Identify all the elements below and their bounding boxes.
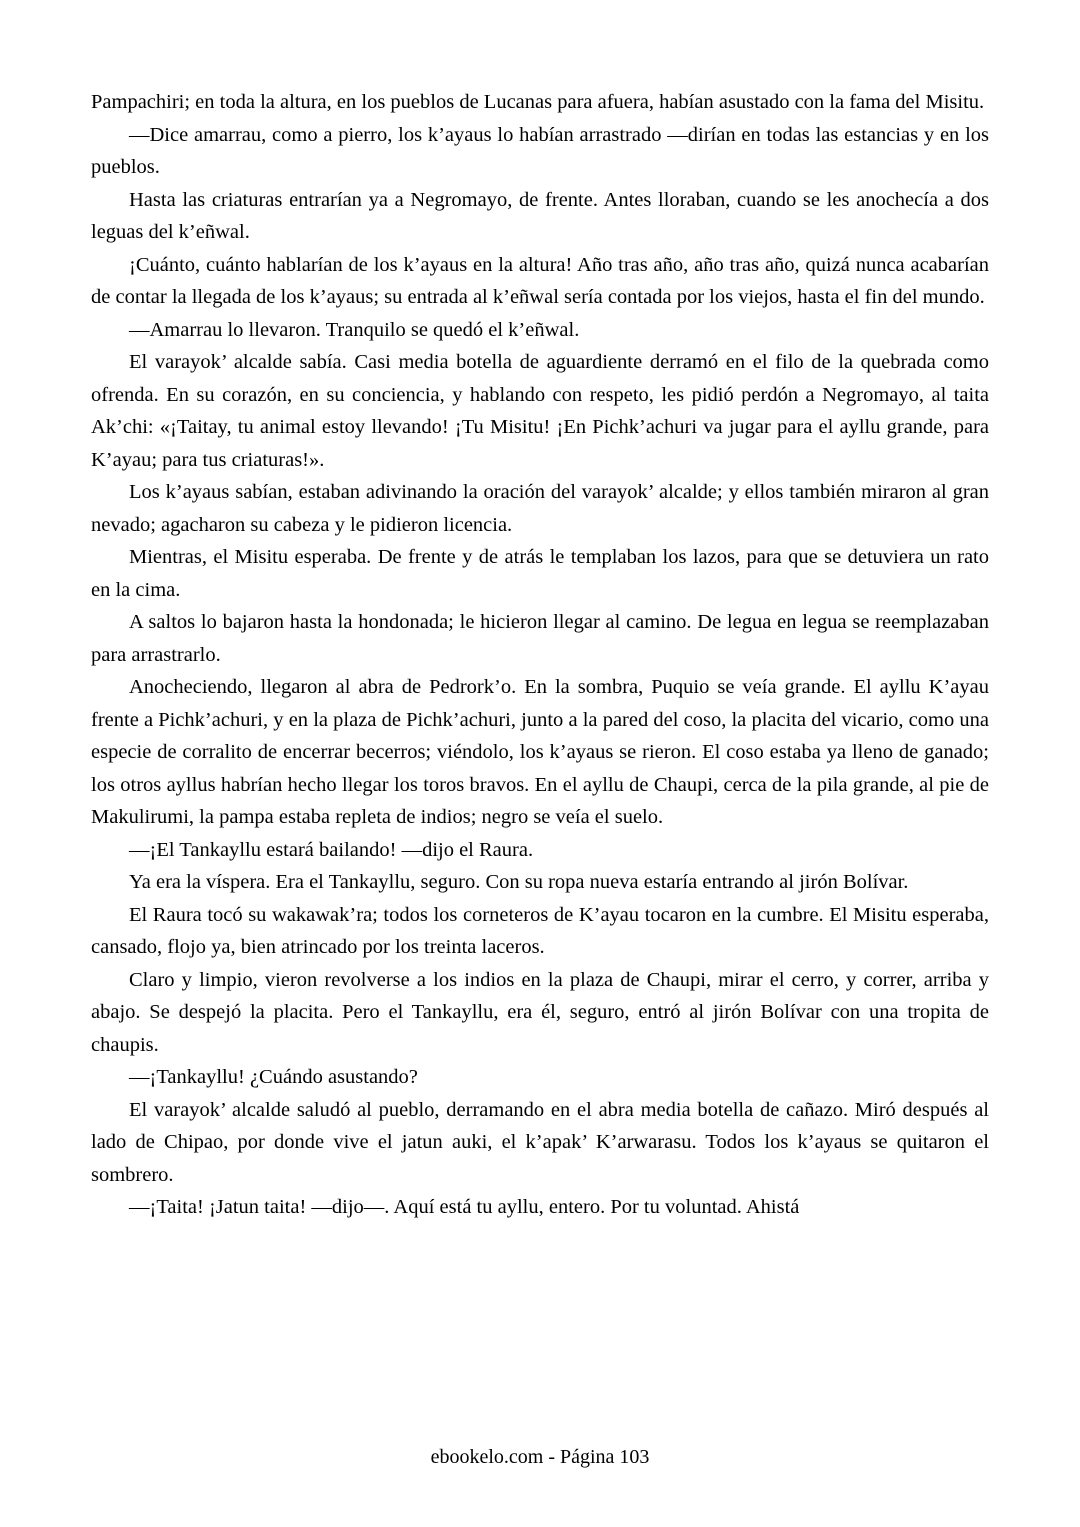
page-text [91, 86, 989, 1224]
paragraph: Ya era la víspera. Era el Tankayllu, seguro. Con su ropa nueva estaría entrando al jirón Bolívar. [129, 871, 909, 893]
paragraph: El varayok’ alcalde saludó al pueblo, derramando en el abra media botella de cañazo. Miró después al lado de Chipao, por donde vive el jatun auki, el k’apak’ K’arwarasu. Todos los k’ayaus se quitaron el sombrero. [91, 1098, 989, 1186]
paragraph: —¡Taita! ¡Jatun taita! —dijo—. Aquí está tu ayllu, entero. Por tu voluntad. Ahistá [129, 1196, 800, 1218]
paragraph: Anocheciendo, llegaron al abra de Pedrork’o. En la sombra, Puquio se veía grande. El ayllu K’ayau frente a Pichk’achuri, y en la plaza de Pichk’achuri, junto a la pared del coso, la placita del vicario, como una especie de corralito de encerrar becerros; viéndolo, los k’ayaus se rieron. El coso estaba ya lleno de ganado; los otros ayllus habrían hecho llegar los toros bravos. En el ayllu de Chaupi, cerca de la pila grande, al pie de Makulirumi, la pampa estaba repleta de indios; negro se veía el suelo. [91, 676, 989, 828]
paragraph: El varayok’ alcalde sabía. Casi media botella de aguardiente derramó en el filo de la quebrada como ofrenda. En su corazón, en su conciencia, y hablando con respeto, les pidió perdón a Negromayo, al taita Ak’chi: «¡Taitay, tu animal estoy llevando! ¡Tu Misitu! ¡En Pichk’achuri va jugar para el ayllu grande, para K’ayau; para tus criaturas!». [91, 351, 989, 471]
paragraph: Hasta las criaturas entrarían ya a Negromayo, de frente. Antes lloraban, cuando se les anochecía a dos leguas del k’eñwal. [91, 188, 989, 243]
paragraph: Mientras, el Misitu esperaba. De frente y de atrás le templaban los lazos, para que se detuviera un rato en la cima. [91, 546, 989, 601]
paragraph: —Amarrau lo llevaron. Tranquilo se quedó el k’eñwal. [129, 318, 580, 341]
paragraph: A saltos lo bajaron hasta la hondonada; le hicieron llegar al camino. De legua en legua se reemplazaban para arrastrarlo. [91, 611, 989, 666]
paragraph: Claro y limpio, vieron revolverse a los indios en la plaza de Chaupi, mirar el cerro, y correr, arriba y abajo. Se despejó la placita. Pero el Tankayllu, era él, seguro, entró al jirón Bolívar con una tropita de chaupis. [91, 968, 989, 1056]
paragraph: ¡Cuánto, cuánto hablarían de los k’ayaus en la altura! Año tras año, año tras año, quizá nunca acabarían de contar la llegada de los k’ayaus; su entrada al k’eñwal sería contada por los viejos, hasta el fin del mundo. [91, 253, 989, 308]
paragraph: —¡El Tankayllu estará bailando! —dijo el Raura. [129, 838, 534, 861]
paragraph: El Raura tocó su wakawak’ra; todos los corneteros de K’ayau tocaron en la cumbre. El Misitu esperaba, cansado, flojo ya, bien atrincado por los treinta laceros. [91, 903, 989, 958]
paragraph: Pampachiri; en toda la altura, en los pueblos de Lucanas para afuera, habían asustado con la fama del Misitu. [91, 91, 985, 113]
page-footer: ebookelo.com - Página 103 [430, 1446, 650, 1468]
paragraph: —¡Tankayllu! ¿Cuándo asustando? [129, 1066, 418, 1088]
paragraph: Los k’ayaus sabían, estaban adivinando la oración del varayok’ alcalde; y ellos también miraron al gran nevado; agacharon su cabeza y le pidieron licencia. [91, 481, 989, 536]
paragraph: —Dice amarrau, como a pierro, los k’ayaus lo habían arrastrado —dirían en todas las estancias y en los pueblos. [91, 123, 989, 178]
